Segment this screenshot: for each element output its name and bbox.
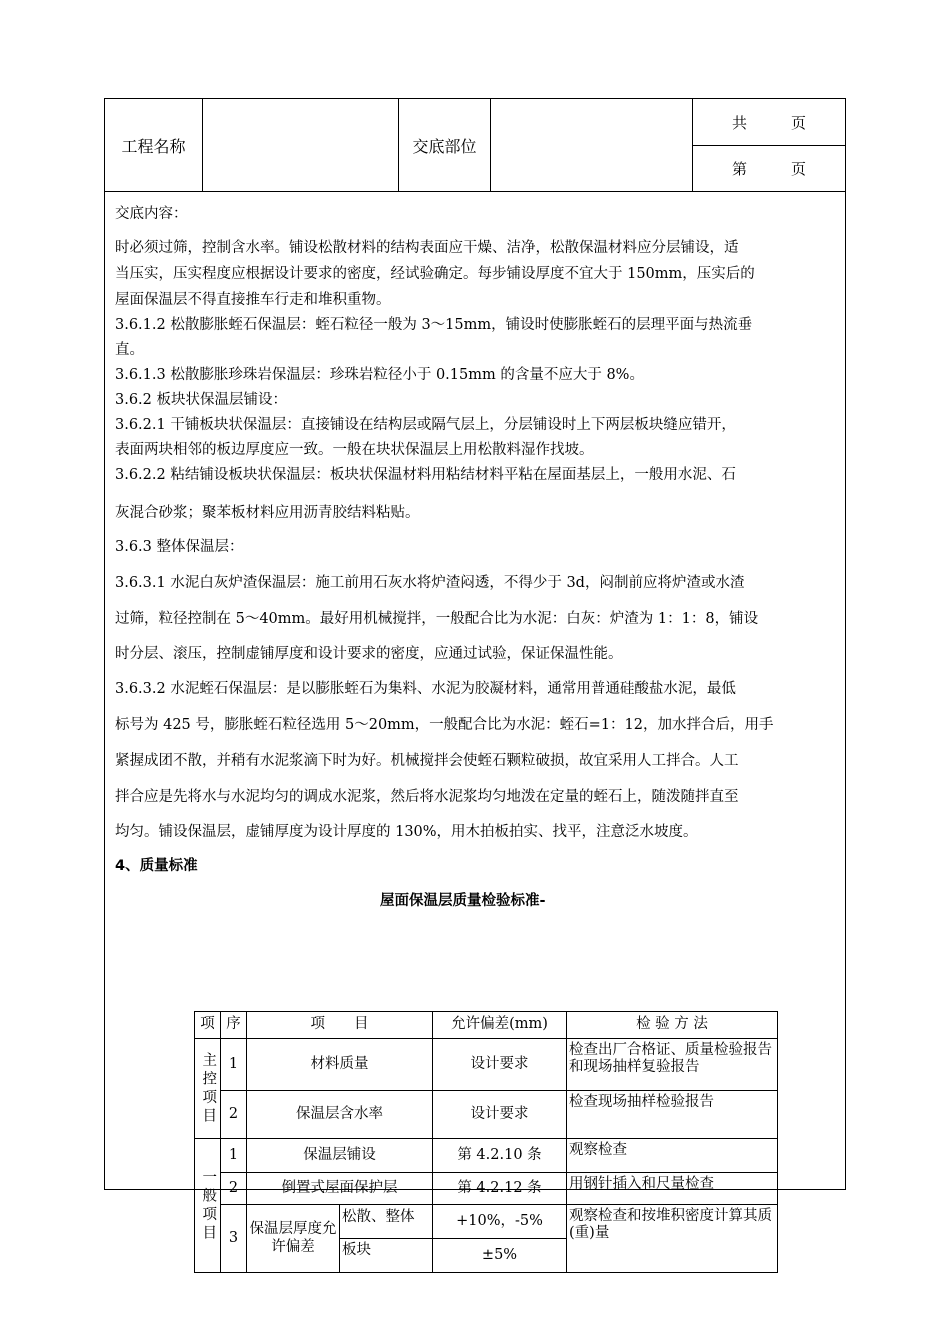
page-number-unit: 页 [791, 159, 807, 178]
page-number-label: 第 [731, 159, 747, 178]
content-line: 均匀。铺设保温层，虚铺厚度为设计厚度的 130%，用木拍板拍实、找平，注意泛水坡度。 [115, 824, 698, 840]
row-seq: 2 [221, 1091, 247, 1139]
header-category: 项 [195, 1012, 221, 1039]
content-line: 3.6.3.1 水泥白灰炉渣保温层：施工前用石灰水将炉渣闷透，不得少于 3d，闷制前应将炉渣或水渣 [115, 575, 745, 591]
content-line: 时分层、滚压，控制虚铺厚度和设计要求的密度，应通过试验，保证保温性能。 [115, 646, 623, 662]
main-control-label: 主控项目 [195, 1039, 221, 1139]
disclosure-part-label: 交底部位 [399, 99, 491, 191]
content-line: 过筛，粒径控制在 5～40mm。最好用机械搅拌，一般配合比为水泥：白灰：炉渣为 1：1：8，铺设 [115, 611, 759, 627]
project-name-value[interactable] [203, 99, 399, 191]
row-item: 保温层厚度允许偏差 [247, 1205, 340, 1273]
row-seq: 1 [221, 1039, 247, 1091]
header-tolerance: 允许偏差(mm) [433, 1012, 567, 1039]
row-subitem: 板块 [340, 1239, 433, 1273]
row-tolerance: 第 4.2.10 条 [433, 1139, 567, 1173]
row-item: 材料质量 [247, 1039, 433, 1091]
content-line: 3.6.3 整体保温层： [115, 539, 244, 555]
content-line: 直。 [115, 342, 144, 358]
row-tolerance: 设计要求 [433, 1039, 567, 1091]
table-row [195, 1139, 778, 1173]
row-method: 用钢针插入和尺量检查 [567, 1173, 778, 1205]
content-line: 3.6.2.1 干铺板块状保温层：直接铺设在结构层或隔气层上，分层铺设时上下两层板块缝应错开， [115, 417, 736, 433]
total-pages-label: 共 [731, 113, 747, 132]
content-line: 标号为 425 号，膨胀蛭石粒径选用 5～20mm，一般配合比为水泥：蛭石=1：12，加水拌合后，用手 [115, 717, 774, 733]
page-number [693, 145, 845, 191]
row-seq: 1 [221, 1139, 247, 1173]
header-method: 检 验 方 法 [567, 1012, 778, 1039]
row-seq: 3 [221, 1205, 247, 1273]
row-method: 观察检查 [567, 1139, 778, 1173]
content-intro: 交底内容： [115, 206, 188, 222]
row-subitem: 松散、整体 [340, 1205, 433, 1239]
header-seq: 序 [221, 1012, 247, 1039]
content-line: 拌合应是先将水与水泥均匀的调成水泥浆，然后将水泥浆均匀地泼在定量的蛭石上，随泼随拌直至 [115, 789, 739, 805]
content-line: 3.6.1.3 松散膨胀珍珠岩保温层：珍珠岩粒径小于 0.15mm 的含量不应大于 8%。 [115, 367, 644, 383]
general-items-label: 一般项目 [195, 1139, 221, 1273]
table-header-row [195, 1012, 778, 1039]
row-item: 倒置式屋面保护层 [247, 1173, 433, 1205]
content-line: 表面两块相邻的板边厚度应一致。一般在块状保温层上用松散料湿作找坡。 [115, 442, 594, 458]
table-row [195, 1173, 778, 1205]
section-heading: 4、质量标准 [115, 858, 198, 874]
quality-standard-table [194, 1011, 778, 1273]
row-method: 检查现场抽样检验报告 [567, 1091, 778, 1139]
disclosure-part-value[interactable] [491, 99, 693, 191]
total-pages [693, 99, 845, 146]
form-header [105, 99, 845, 192]
project-name-label: 工程名称 [105, 99, 203, 191]
content-line: 3.6.2.2 粘结铺设板块状保温层：板块状保温材料用粘结材料平粘在屋面基层上，一般用水泥、石 [115, 467, 736, 483]
table-row [195, 1039, 778, 1091]
total-pages-unit: 页 [791, 113, 807, 132]
content-line: 3.6.2 板块状保温层铺设： [115, 392, 288, 408]
row-tolerance: 第 4.2.12 条 [433, 1173, 567, 1205]
content-line: 3.6.3.2 水泥蛭石保温层：是以膨胀蛭石为集料、水泥为胶凝材料，通常用普通硅酸盐水泥，最低 [115, 681, 736, 697]
content-line: 3.6.1.2 松散膨胀蛭石保温层：蛭石粒径一般为 3～15mm，铺设时使膨胀蛭石的层理平面与热流垂 [115, 317, 753, 333]
content-line: 灰混合砂浆；聚苯板材料应用沥青胶结料粘贴。 [115, 505, 420, 521]
row-method: 观察检查和按堆积密度计算其质(重)量 [567, 1205, 778, 1273]
disclosure-form [104, 98, 846, 1263]
row-item: 保温层含水率 [247, 1091, 433, 1139]
row-tolerance: 设计要求 [433, 1091, 567, 1139]
table-row [195, 1091, 778, 1139]
row-tolerance: ±5% [433, 1239, 567, 1273]
content-line: 时必须过筛，控制含水率。铺设松散材料的结构表面应干燥、洁净，松散保温材料应分层铺设，适 [115, 240, 739, 256]
table-title: 屋面保温层质量检验标准- [380, 893, 546, 909]
row-seq: 2 [221, 1173, 247, 1205]
row-tolerance: +10%，-5% [433, 1205, 567, 1239]
row-method: 检查出厂合格证、质量检验报告和现场抽样复验报告 [567, 1039, 778, 1091]
content-line: 屋面保温层不得直接推车行走和堆积重物。 [115, 292, 391, 308]
table-row [195, 1205, 778, 1239]
content-line: 紧握成团不散，并稍有水泥浆滴下时为好。机械搅拌会使蛭石颗粒破损，故宜采用人工拌合。人工 [115, 753, 739, 769]
header-item: 项 目 [247, 1012, 433, 1039]
row-item: 保温层铺设 [247, 1139, 433, 1173]
content-line: 当压实，压实程度应根据设计要求的密度，经试验确定。每步铺设厚度不宜大于 150mm，压实后的 [115, 266, 755, 282]
